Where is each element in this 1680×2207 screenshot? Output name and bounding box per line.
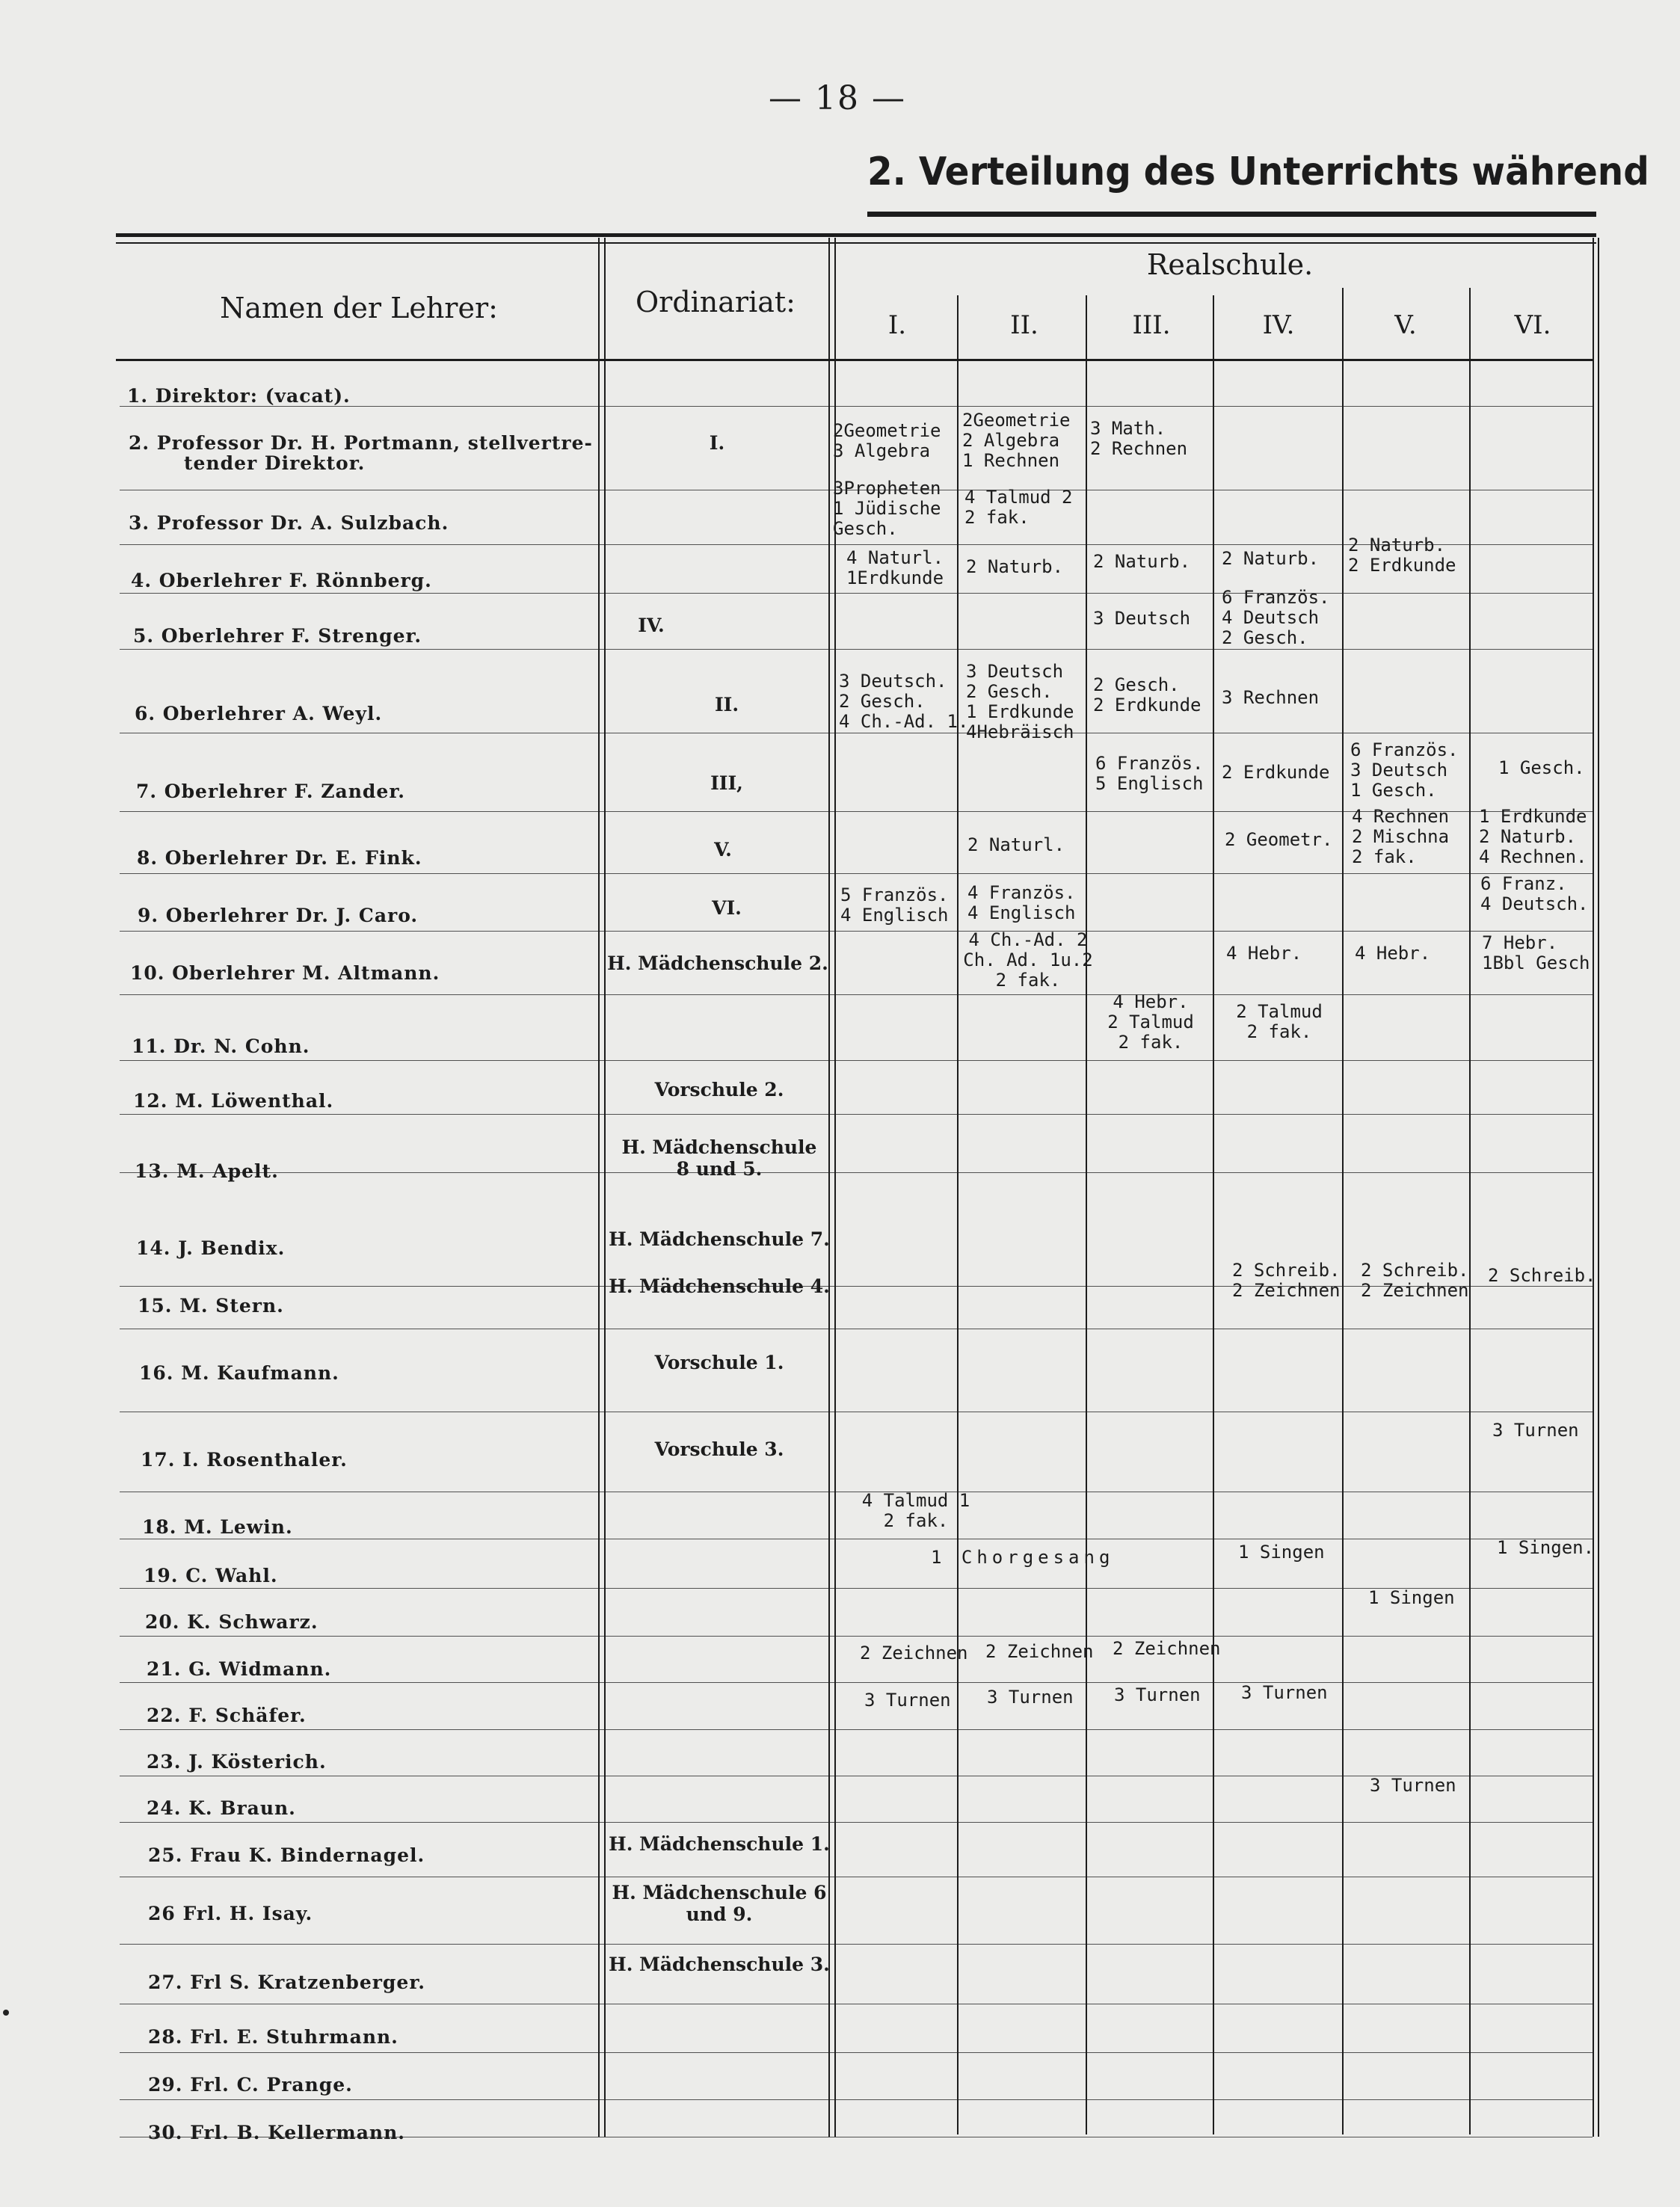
cell: 2 Naturb. — [1222, 548, 1320, 569]
vline-c1 — [957, 295, 959, 2134]
cell: 1 Singen — [1368, 1587, 1455, 1608]
cell: 3 Math. 2 Rechnen — [1090, 418, 1188, 459]
teacher-name: 28. Frl. E. Stuhrmann. — [148, 2026, 399, 2048]
teacher-name: 13. M. Apelt. — [135, 1160, 279, 1182]
teacher-name: 17. I. Rosenthaler. — [141, 1449, 348, 1471]
teacher-name: 24. K. Braun. — [147, 1797, 296, 1819]
header-class-2: II. — [1010, 310, 1039, 340]
vline-names — [598, 238, 600, 2137]
cell: 2 Schreib. — [1488, 1265, 1596, 1286]
row-separator — [120, 1822, 1593, 1823]
teacher-name: 9. Oberlehrer Dr. J. Caro. — [138, 905, 419, 926]
cell: 2 Schreib. 2 Zeichnen — [1361, 1260, 1469, 1301]
teacher-name: 27. Frl S. Kratzenberger. — [148, 1971, 425, 1993]
vline-right-2 — [1598, 238, 1599, 2137]
cell: 2Geometrie 3 Algebra — [833, 420, 941, 461]
teacher-name: 2. Professor Dr. H. Portmann, stellvertre- — [129, 432, 593, 454]
teacher-name: 26 Frl. H. Isay. — [148, 1903, 313, 1924]
row-separator — [120, 931, 1593, 932]
ordinariat: I. — [709, 432, 725, 454]
cell: 4 Hebr. — [1226, 943, 1302, 964]
vline-c2 — [1086, 295, 1087, 2134]
teacher-name: 23. J. Kösterich. — [147, 1751, 327, 1773]
cell: 3 Turnen — [1241, 1682, 1328, 1703]
cell: 3Propheten 1 Jüdische Gesch. — [833, 478, 941, 539]
cell: 5 Französ. 4 Englisch — [840, 884, 949, 926]
cell: 6 Französ. 3 Deutsch 1 Gesch. — [1350, 739, 1459, 801]
vline-right — [1593, 238, 1594, 2137]
header-ordinariat: Ordinariat: — [636, 286, 796, 318]
cell: 6 Franz. 4 Deutsch. — [1480, 873, 1589, 914]
teacher-name: 4. Oberlehrer F. Rönnberg. — [131, 570, 432, 591]
cell: 2 Zeichnen — [860, 1643, 968, 1663]
teacher-name: 16. M. Kaufmann. — [139, 1362, 339, 1384]
cell: 3 Turnen — [1114, 1684, 1201, 1705]
teacher-name: 11. Dr. N. Cohn. — [132, 1035, 310, 1057]
ordinariat: V. — [714, 839, 732, 861]
cell: 2 Erdkunde — [1222, 762, 1330, 783]
teacher-name: 6. Oberlehrer A. Weyl. — [135, 703, 383, 724]
row-separator — [120, 873, 1593, 874]
vline-names-2 — [604, 238, 606, 2137]
teacher-name: 25. Frau K. Bindernagel. — [148, 1844, 425, 1866]
cell: 6 Französ. 5 Englisch — [1095, 753, 1204, 794]
cell: 2 Naturb. — [966, 556, 1064, 577]
header-class-1: I. — [887, 310, 907, 340]
table-top-rule — [116, 233, 1596, 237]
row-separator — [120, 1114, 1593, 1115]
teacher-name: 8. Oberlehrer Dr. E. Fink. — [137, 847, 422, 869]
row-separator — [120, 593, 1593, 594]
row-separator — [120, 2099, 1593, 2100]
margin-mark — [3, 2010, 9, 2016]
cell: 2 Gesch. 2 Erdkunde — [1093, 674, 1201, 715]
table-top-rule-thin — [116, 242, 1596, 244]
header-names: Namen der Lehrer: — [220, 292, 498, 324]
cell: 4 Naturl. 1Erdkunde — [846, 547, 944, 588]
ordinariat: H. Mädchenschule 7. — [609, 1228, 830, 1250]
teacher-name: 15. M. Stern. — [138, 1295, 284, 1317]
cell: 7 Hebr. 1Bbl Gesch — [1482, 932, 1590, 973]
ordinariat: IV. — [638, 615, 665, 636]
cell: 1 Singen — [1238, 1542, 1325, 1563]
header-class-3: III. — [1132, 310, 1171, 340]
cell: 4 Hebr. — [1355, 943, 1431, 964]
header-class-6: VI. — [1514, 310, 1551, 340]
teacher-name-cont: tender Direktor. — [184, 452, 366, 474]
teacher-name: 18. M. Lewin. — [142, 1516, 293, 1538]
teacher-name: 22. F. Schäfer. — [147, 1705, 307, 1726]
cell: 2 Zeichnen — [985, 1641, 1094, 1662]
cell-chorgesang: 1 Chorgesang — [931, 1547, 1115, 1568]
teacher-name: 5. Oberlehrer F. Strenger. — [133, 625, 422, 647]
cell: 2 Talmud 2 fak. — [1236, 1001, 1323, 1042]
header-class-5: V. — [1394, 310, 1417, 340]
row-separator — [120, 1172, 1593, 1173]
header-bottom-rule — [116, 359, 1593, 361]
teacher-name: 30. Frl. B. Kellermann. — [148, 2122, 405, 2143]
cell: 3 Turnen — [864, 1690, 951, 1711]
cell: 2 Naturb. 2 Erdkunde — [1348, 535, 1456, 576]
row-separator — [120, 1060, 1593, 1061]
page-title: 2. Verteilung des Unterrichts während — [867, 150, 1649, 194]
cell: 3 Deutsch 2 Gesch. 1 Erdkunde 4Hebräisch — [966, 661, 1074, 742]
cell: 4 Rechnen 2 Mischna 2 fak. — [1352, 806, 1450, 867]
cell: 2 Schreib. 2 Zeichnen — [1232, 1260, 1341, 1301]
header-class-4: IV. — [1262, 310, 1295, 340]
vline-c5 — [1469, 288, 1471, 2134]
cell: 3 Deutsch. 2 Gesch. 4 Ch.-Ad. 1. — [839, 671, 969, 732]
ordinariat: H. Mädchenschule 8 und 5. — [621, 1136, 817, 1180]
header-realschule: Realschule. — [1146, 248, 1314, 281]
teacher-name: 14. J. Bendix. — [136, 1237, 286, 1259]
ordinariat: Vorschule 1. — [654, 1352, 784, 1373]
cell: 1 Erdkunde 2 Naturb. 4 Rechnen. — [1479, 806, 1587, 867]
row-separator — [120, 994, 1593, 995]
cell: 3 Turnen — [1492, 1420, 1579, 1441]
cell: 2 Naturl. — [967, 834, 1065, 855]
top-rule — [867, 212, 1596, 217]
cell: 1 Singen. — [1497, 1537, 1595, 1558]
cell: 4 Talmud 2 2 fak. — [964, 487, 1073, 528]
row-separator — [120, 1682, 1593, 1683]
ordinariat: H. Mädchenschule 3. — [609, 1954, 830, 1975]
cell: 4 Ch.-Ad. 2 Ch. Ad. 1u.2 2 fak. — [963, 929, 1093, 991]
teacher-name: 10. Oberlehrer M. Altmann. — [130, 962, 440, 984]
ordinariat: H. Mädchenschule 4. — [609, 1275, 830, 1297]
teacher-name: 19. C. Wahl. — [144, 1565, 278, 1586]
teacher-name: 12. M. Löwenthal. — [133, 1090, 334, 1112]
row-separator — [120, 1944, 1593, 1945]
cell: 3 Rechnen — [1222, 687, 1320, 708]
ordinariat: III, — [710, 772, 743, 794]
cell: 2 Geometr. — [1225, 829, 1333, 850]
cell: 6 Französ. 4 Deutsch 2 Gesch. — [1222, 587, 1330, 648]
teacher-name: 7. Oberlehrer F. Zander. — [136, 781, 405, 802]
row-separator — [120, 649, 1593, 650]
ordinariat: Vorschule 2. — [654, 1079, 784, 1101]
cell: 4 Französ. 4 Englisch — [967, 882, 1076, 923]
ordinariat: H. Mädchenschule 2. — [607, 952, 828, 974]
ordinariat: II. — [714, 694, 739, 715]
ordinariat: Vorschule 3. — [654, 1438, 784, 1460]
row-separator — [120, 1636, 1593, 1637]
ordinariat: H. Mädchenschule 1. — [609, 1833, 830, 1855]
vline-c4 — [1342, 288, 1344, 2134]
cell: 2 Naturb. — [1093, 551, 1191, 572]
cell: 3 Turnen — [987, 1687, 1074, 1708]
cell: 4 Hebr. 2 Talmud 2 fak. — [1107, 991, 1194, 1053]
teacher-name: 21. G. Widmann. — [147, 1658, 332, 1680]
cell: 2Geometrie 2 Algebra 1 Rechnen — [962, 410, 1071, 471]
ordinariat: VI. — [712, 897, 742, 919]
cell: 4 Talmud 1 2 fak. — [861, 1490, 970, 1531]
teacher-name: 1. Direktor: (vacat). — [127, 385, 351, 407]
teacher-name: 20. K. Schwarz. — [145, 1611, 319, 1633]
page-number: — 18 — — [769, 79, 906, 117]
cell: 1 Gesch. — [1498, 757, 1585, 778]
ordinariat: H. Mädchenschule 6 und 9. — [612, 1882, 827, 1925]
cell: 2 Zeichnen — [1113, 1638, 1221, 1659]
cell: 3 Turnen — [1370, 1775, 1456, 1796]
vline-c3 — [1213, 295, 1214, 2134]
header-sub-rule — [837, 295, 1585, 296]
cell: 3 Deutsch — [1093, 608, 1191, 629]
row-separator — [120, 2052, 1593, 2053]
row-separator — [120, 1729, 1593, 1730]
teacher-name: 29. Frl. C. Prange. — [148, 2074, 353, 2096]
teacher-name: 3. Professor Dr. A. Sulzbach. — [129, 512, 449, 534]
